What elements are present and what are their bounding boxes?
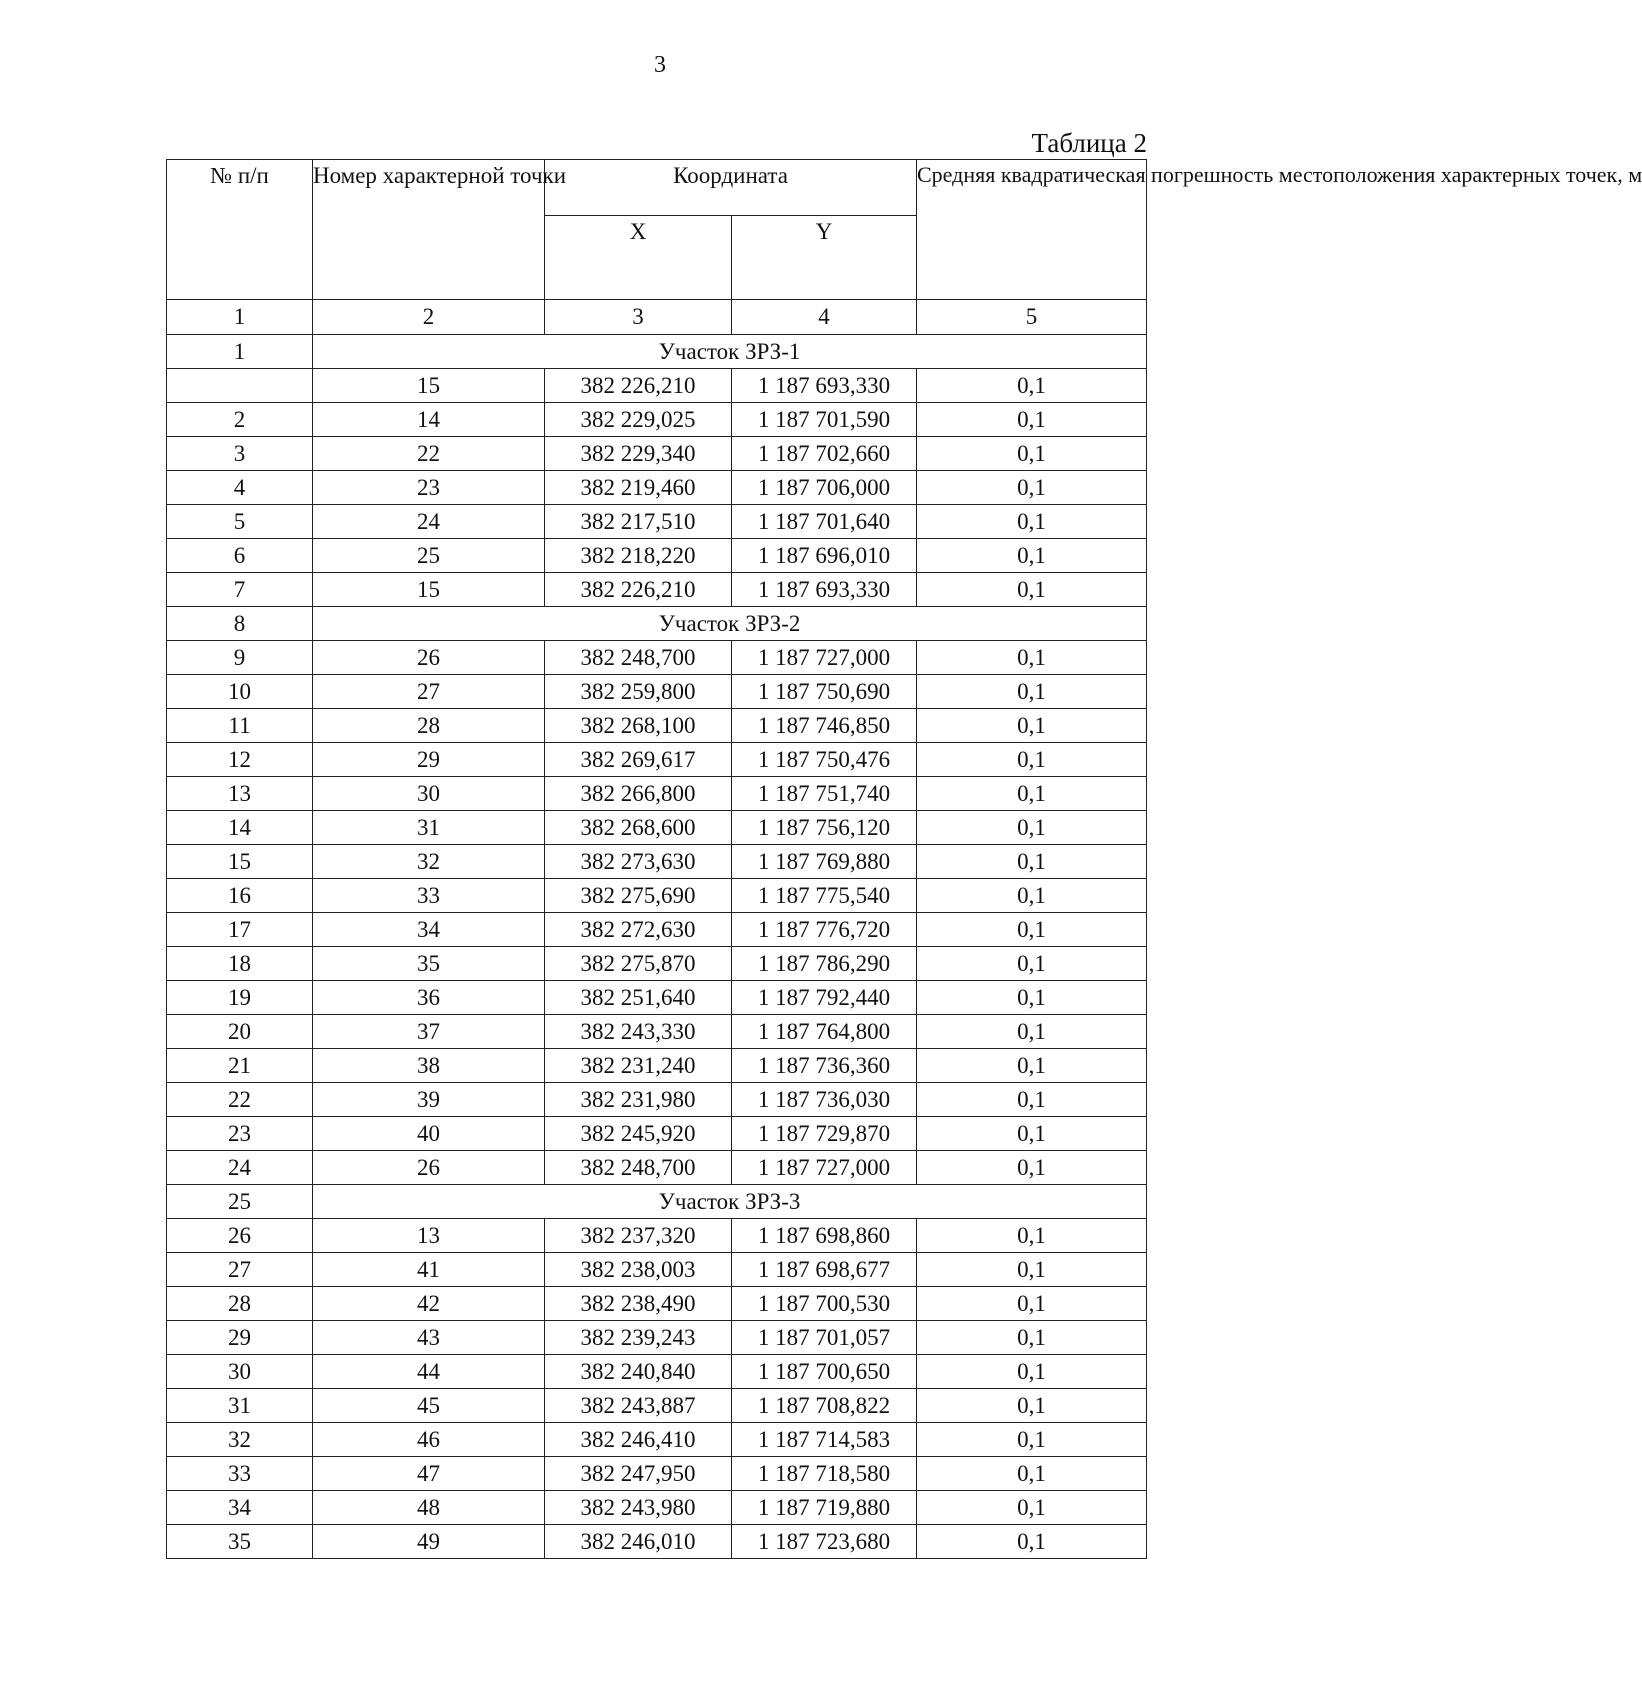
coordinate-y: 1 187 775,540 bbox=[732, 879, 917, 913]
coordinate-y: 1 187 746,850 bbox=[732, 709, 917, 743]
table-row bbox=[167, 1083, 1147, 1117]
row-number: 2 bbox=[167, 403, 313, 437]
coordinate-x: 382 269,617 bbox=[545, 743, 732, 777]
table-row bbox=[167, 505, 1147, 539]
coordinate-y: 1 187 701,640 bbox=[732, 505, 917, 539]
table-row bbox=[167, 1253, 1147, 1287]
point-number: 35 bbox=[313, 947, 545, 981]
column-number: 1 bbox=[167, 300, 313, 335]
coordinate-y: 1 187 750,690 bbox=[732, 675, 917, 709]
row-number: 9 bbox=[167, 641, 313, 675]
table-row bbox=[167, 947, 1147, 981]
row-number: 27 bbox=[167, 1253, 313, 1287]
row-number: 25 bbox=[167, 1185, 313, 1219]
position-error: 0,1 bbox=[917, 811, 1147, 845]
position-error: 0,1 bbox=[917, 1151, 1147, 1185]
coordinate-x: 382 268,600 bbox=[545, 811, 732, 845]
point-number: 46 bbox=[313, 1423, 545, 1457]
column-number: 3 bbox=[545, 300, 732, 335]
row-number: 20 bbox=[167, 1015, 313, 1049]
table-row bbox=[167, 1355, 1147, 1389]
point-number: 49 bbox=[313, 1525, 545, 1559]
table-row bbox=[167, 1321, 1147, 1355]
point-number: 32 bbox=[313, 845, 545, 879]
position-error: 0,1 bbox=[917, 437, 1147, 471]
coordinate-x: 382 219,460 bbox=[545, 471, 732, 505]
coordinate-x: 382 246,010 bbox=[545, 1525, 732, 1559]
table-row bbox=[167, 913, 1147, 947]
section-row bbox=[167, 335, 1147, 369]
section-row bbox=[167, 607, 1147, 641]
coordinate-y: 1 187 698,677 bbox=[732, 1253, 917, 1287]
position-error: 0,1 bbox=[917, 539, 1147, 573]
coordinate-x: 382 246,410 bbox=[545, 1423, 732, 1457]
row-number: 11 bbox=[167, 709, 313, 743]
position-error: 0,1 bbox=[917, 573, 1147, 607]
point-number: 22 bbox=[313, 437, 545, 471]
coordinate-x: 382 218,220 bbox=[545, 539, 732, 573]
coordinate-x: 382 217,510 bbox=[545, 505, 732, 539]
point-number: 33 bbox=[313, 879, 545, 913]
coordinate-y: 1 187 700,530 bbox=[732, 1287, 917, 1321]
point-number: 44 bbox=[313, 1355, 545, 1389]
table-row bbox=[167, 981, 1147, 1015]
row-number: 10 bbox=[167, 675, 313, 709]
coordinate-y: 1 187 693,330 bbox=[732, 369, 917, 403]
row-number: 32 bbox=[167, 1423, 313, 1457]
point-number: 26 bbox=[313, 1151, 545, 1185]
table-row bbox=[167, 471, 1147, 505]
point-number: 36 bbox=[313, 981, 545, 1015]
table-row bbox=[167, 437, 1147, 471]
point-number: 41 bbox=[313, 1253, 545, 1287]
position-error: 0,1 bbox=[917, 1355, 1147, 1389]
coordinate-x: 382 238,490 bbox=[545, 1287, 732, 1321]
table-row bbox=[167, 1117, 1147, 1151]
point-number: 26 bbox=[313, 641, 545, 675]
coordinate-x: 382 259,800 bbox=[545, 675, 732, 709]
row-number: 13 bbox=[167, 777, 313, 811]
row-number: 19 bbox=[167, 981, 313, 1015]
table-row bbox=[167, 403, 1147, 437]
row-number bbox=[167, 369, 313, 403]
row-number: 31 bbox=[167, 1389, 313, 1423]
table-row bbox=[167, 675, 1147, 709]
position-error: 0,1 bbox=[917, 743, 1147, 777]
table-row bbox=[167, 1525, 1147, 1559]
point-number: 15 bbox=[313, 573, 545, 607]
point-number: 47 bbox=[313, 1457, 545, 1491]
position-error: 0,1 bbox=[917, 777, 1147, 811]
position-error: 0,1 bbox=[917, 1015, 1147, 1049]
coordinate-x: 382 240,840 bbox=[545, 1355, 732, 1389]
point-number: 37 bbox=[313, 1015, 545, 1049]
header-x: X bbox=[545, 216, 732, 300]
position-error: 0,1 bbox=[917, 1219, 1147, 1253]
coordinate-x: 382 251,640 bbox=[545, 981, 732, 1015]
coordinate-y: 1 187 714,583 bbox=[732, 1423, 917, 1457]
position-error: 0,1 bbox=[917, 1083, 1147, 1117]
row-number: 8 bbox=[167, 607, 313, 641]
coordinate-x: 382 231,980 bbox=[545, 1083, 732, 1117]
table-row bbox=[167, 1151, 1147, 1185]
coordinate-x: 382 273,630 bbox=[545, 845, 732, 879]
row-number: 14 bbox=[167, 811, 313, 845]
table-row bbox=[167, 539, 1147, 573]
position-error: 0,1 bbox=[917, 1423, 1147, 1457]
table-row bbox=[167, 1389, 1147, 1423]
table-row bbox=[167, 1287, 1147, 1321]
coordinate-y: 1 187 719,880 bbox=[732, 1491, 917, 1525]
row-number: 33 bbox=[167, 1457, 313, 1491]
section-label: Участок ЗРЗ-2 bbox=[313, 607, 1147, 641]
header-y: Y bbox=[732, 216, 917, 300]
section-row bbox=[167, 1185, 1147, 1219]
point-number: 28 bbox=[313, 709, 545, 743]
coordinate-y: 1 187 723,680 bbox=[732, 1525, 917, 1559]
coordinate-x: 382 226,210 bbox=[545, 573, 732, 607]
row-number: 23 bbox=[167, 1117, 313, 1151]
point-number: 27 bbox=[313, 675, 545, 709]
row-number: 7 bbox=[167, 573, 313, 607]
coordinate-x: 382 243,330 bbox=[545, 1015, 732, 1049]
row-number: 5 bbox=[167, 505, 313, 539]
position-error: 0,1 bbox=[917, 505, 1147, 539]
position-error: 0,1 bbox=[917, 845, 1147, 879]
row-number: 21 bbox=[167, 1049, 313, 1083]
point-number: 29 bbox=[313, 743, 545, 777]
table-row bbox=[167, 743, 1147, 777]
table-row bbox=[167, 1049, 1147, 1083]
table-caption: Таблица 2 bbox=[1031, 128, 1147, 158]
row-number: 29 bbox=[167, 1321, 313, 1355]
position-error: 0,1 bbox=[917, 1287, 1147, 1321]
coordinate-y: 1 187 708,822 bbox=[732, 1389, 917, 1423]
coordinate-y: 1 187 701,590 bbox=[732, 403, 917, 437]
coordinate-y: 1 187 736,360 bbox=[732, 1049, 917, 1083]
row-number: 15 bbox=[167, 845, 313, 879]
point-number: 42 bbox=[313, 1287, 545, 1321]
column-number-row bbox=[167, 300, 1147, 335]
row-number: 24 bbox=[167, 1151, 313, 1185]
position-error: 0,1 bbox=[917, 913, 1147, 947]
coordinate-x: 382 272,630 bbox=[545, 913, 732, 947]
coordinate-x: 382 243,980 bbox=[545, 1491, 732, 1525]
coordinate-y: 1 187 750,476 bbox=[732, 743, 917, 777]
coordinate-y: 1 187 727,000 bbox=[732, 1151, 917, 1185]
coordinate-y: 1 187 769,880 bbox=[732, 845, 917, 879]
table-row bbox=[167, 879, 1147, 913]
table-row bbox=[167, 573, 1147, 607]
row-number: 3 bbox=[167, 437, 313, 471]
table-row bbox=[167, 641, 1147, 675]
position-error: 0,1 bbox=[917, 1525, 1147, 1559]
position-error: 0,1 bbox=[917, 1389, 1147, 1423]
coordinate-x: 382 243,887 bbox=[545, 1389, 732, 1423]
row-number: 22 bbox=[167, 1083, 313, 1117]
row-number: 28 bbox=[167, 1287, 313, 1321]
point-number: 45 bbox=[313, 1389, 545, 1423]
coordinate-y: 1 187 693,330 bbox=[732, 573, 917, 607]
coordinate-x: 382 229,025 bbox=[545, 403, 732, 437]
position-error: 0,1 bbox=[917, 641, 1147, 675]
position-error: 0,1 bbox=[917, 369, 1147, 403]
coordinate-y: 1 187 706,000 bbox=[732, 471, 917, 505]
point-number: 38 bbox=[313, 1049, 545, 1083]
section-label: Участок ЗРЗ-1 bbox=[313, 335, 1147, 369]
coordinate-x: 382 247,950 bbox=[545, 1457, 732, 1491]
position-error: 0,1 bbox=[917, 879, 1147, 913]
header-coordinate: Координата bbox=[545, 160, 917, 216]
table-row bbox=[167, 845, 1147, 879]
row-number: 16 bbox=[167, 879, 313, 913]
row-number: 30 bbox=[167, 1355, 313, 1389]
coordinate-y: 1 187 718,580 bbox=[732, 1457, 917, 1491]
table-row bbox=[167, 1015, 1147, 1049]
position-error: 0,1 bbox=[917, 1049, 1147, 1083]
point-number: 13 bbox=[313, 1219, 545, 1253]
coordinate-x: 382 229,340 bbox=[545, 437, 732, 471]
page-number: 3 bbox=[654, 52, 666, 78]
row-number: 1 bbox=[167, 335, 313, 369]
table-row bbox=[167, 1219, 1147, 1253]
table-row bbox=[167, 1457, 1147, 1491]
position-error: 0,1 bbox=[917, 1491, 1147, 1525]
coordinate-y: 1 187 756,120 bbox=[732, 811, 917, 845]
coordinate-y: 1 187 764,800 bbox=[732, 1015, 917, 1049]
row-number: 12 bbox=[167, 743, 313, 777]
row-number: 35 bbox=[167, 1525, 313, 1559]
coordinate-x: 382 239,243 bbox=[545, 1321, 732, 1355]
point-number: 34 bbox=[313, 913, 545, 947]
coordinate-x: 382 268,100 bbox=[545, 709, 732, 743]
row-number: 26 bbox=[167, 1219, 313, 1253]
point-number: 25 bbox=[313, 539, 545, 573]
table-row bbox=[167, 811, 1147, 845]
table-row bbox=[167, 1491, 1147, 1525]
section-label: Участок ЗРЗ-3 bbox=[313, 1185, 1147, 1219]
coordinate-y: 1 187 729,870 bbox=[732, 1117, 917, 1151]
coordinate-x: 382 231,240 bbox=[545, 1049, 732, 1083]
position-error: 0,1 bbox=[917, 1117, 1147, 1151]
point-number: 15 bbox=[313, 369, 545, 403]
row-number: 6 bbox=[167, 539, 313, 573]
point-number: 43 bbox=[313, 1321, 545, 1355]
row-number: 34 bbox=[167, 1491, 313, 1525]
position-error: 0,1 bbox=[917, 1457, 1147, 1491]
position-error: 0,1 bbox=[917, 947, 1147, 981]
coordinate-y: 1 187 698,860 bbox=[732, 1219, 917, 1253]
table-row bbox=[167, 369, 1147, 403]
coordinate-y: 1 187 736,030 bbox=[732, 1083, 917, 1117]
position-error: 0,1 bbox=[917, 981, 1147, 1015]
coordinate-y: 1 187 702,660 bbox=[732, 437, 917, 471]
point-number: 48 bbox=[313, 1491, 545, 1525]
coordinate-y: 1 187 776,720 bbox=[732, 913, 917, 947]
position-error: 0,1 bbox=[917, 471, 1147, 505]
header-num: № п/п bbox=[167, 160, 313, 300]
table-row bbox=[167, 777, 1147, 811]
table-row bbox=[167, 1423, 1147, 1457]
point-number: 14 bbox=[313, 403, 545, 437]
coordinate-x: 382 226,210 bbox=[545, 369, 732, 403]
coordinate-x: 382 237,320 bbox=[545, 1219, 732, 1253]
coordinate-y: 1 187 786,290 bbox=[732, 947, 917, 981]
point-number: 31 bbox=[313, 811, 545, 845]
position-error: 0,1 bbox=[917, 403, 1147, 437]
coordinate-x: 382 266,800 bbox=[545, 777, 732, 811]
coordinate-x: 382 248,700 bbox=[545, 1151, 732, 1185]
row-number: 4 bbox=[167, 471, 313, 505]
coordinates-table bbox=[166, 159, 1642, 1559]
row-number: 18 bbox=[167, 947, 313, 981]
coordinate-y: 1 187 701,057 bbox=[732, 1321, 917, 1355]
coordinate-y: 1 187 792,440 bbox=[732, 981, 917, 1015]
point-number: 24 bbox=[313, 505, 545, 539]
column-number: 5 bbox=[917, 300, 1147, 335]
coordinate-y: 1 187 751,740 bbox=[732, 777, 917, 811]
point-number: 30 bbox=[313, 777, 545, 811]
coordinate-x: 382 275,690 bbox=[545, 879, 732, 913]
header-error: Средняя квадратическая погрешность местоположения характерных точек, м bbox=[917, 160, 1147, 300]
point-number: 23 bbox=[313, 471, 545, 505]
row-number: 17 bbox=[167, 913, 313, 947]
position-error: 0,1 bbox=[917, 1253, 1147, 1287]
coordinate-x: 382 238,003 bbox=[545, 1253, 732, 1287]
header-point-number: Номер характерной точки bbox=[313, 160, 545, 300]
coordinate-x: 382 248,700 bbox=[545, 641, 732, 675]
column-number: 2 bbox=[313, 300, 545, 335]
table-body bbox=[167, 335, 1147, 1559]
position-error: 0,1 bbox=[917, 709, 1147, 743]
coordinate-y: 1 187 700,650 bbox=[732, 1355, 917, 1389]
point-number: 39 bbox=[313, 1083, 545, 1117]
coordinate-y: 1 187 696,010 bbox=[732, 539, 917, 573]
coordinate-y: 1 187 727,000 bbox=[732, 641, 917, 675]
coordinate-x: 382 275,870 bbox=[545, 947, 732, 981]
column-number: 4 bbox=[732, 300, 917, 335]
position-error: 0,1 bbox=[917, 675, 1147, 709]
coordinate-x: 382 245,920 bbox=[545, 1117, 732, 1151]
position-error: 0,1 bbox=[917, 1321, 1147, 1355]
point-number: 40 bbox=[313, 1117, 545, 1151]
table-row bbox=[167, 709, 1147, 743]
